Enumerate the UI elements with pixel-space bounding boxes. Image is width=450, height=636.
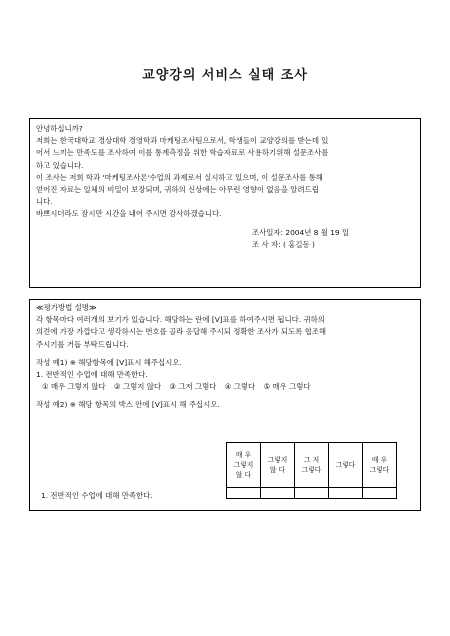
intro-line: 어서 느끼는 만족도를 조사하여 이를 통계측정을 위한 학습자료로 사용하기위해 설문조사를: [36, 148, 329, 158]
surveyor: 조 사 자: ( 홍길동 ): [252, 239, 315, 249]
rating-header-5: 매 우 그렇다: [363, 443, 397, 488]
option-5[interactable]: ⑤ 매우 그렇다: [263, 382, 311, 392]
survey-date: 조사일자: 2004년 8 월 19 일: [252, 227, 350, 237]
example1-title: 작성 예1) ※ 해당항목에 [V]표시 해주십시오.: [36, 357, 182, 367]
option-2[interactable]: ② 그렇지 않다: [114, 382, 162, 392]
rating-checkbox-2[interactable]: [261, 488, 295, 499]
rating-header-2: 그렇지 않 다: [261, 443, 295, 488]
rating-checkbox-5[interactable]: [363, 488, 397, 499]
example2-question: 1. 전반적인 수업에 대해 만족한다.: [41, 491, 153, 500]
example1-options: [36, 381, 414, 393]
option-3[interactable]: ③ 그저 그렇다: [169, 382, 217, 392]
intro-thanks: 바쁘시더라도 잠시만 시간을 내어 주시면 감사하겠습니다.: [36, 209, 222, 219]
rating-header-4: 그렇다: [329, 443, 363, 488]
intro-line: 니다.: [36, 197, 53, 207]
example2-title: 작성 예2) ※ 해당 항목의 박스 안에 [V]표시 해 주십시오.: [36, 400, 220, 410]
rating-checkbox-3[interactable]: [295, 488, 329, 499]
method-desc-line: 의견에 가장 가깝다고 생각하시는 번호를 골라 응답해 주시되 정확한 조사가 되도록 협조해: [36, 327, 327, 337]
intro-line: 하고 있습니다.: [36, 160, 84, 170]
intro-line: 이 조사는 저희 학과 '마케팅조사론'수업의 과제로서 실시하고 있으며, 이 설문조사를 통해: [36, 172, 323, 182]
rating-header-3: 그 저 그렇다: [295, 443, 329, 488]
method-desc-line: 각 항목마다 여러개의 보기가 있습니다. 해당하는 란에 [V]표를 하여주시면 됩니다. 귀하의: [36, 315, 325, 325]
rating-checkbox-1[interactable]: [227, 488, 261, 499]
option-1[interactable]: ① 매우 그렇지 않다: [42, 382, 106, 392]
intro-line: 저희는 한국대학교 경상대학 경영학과 마케팅조사팀으로서, 학생들이 교양강의를 받는데 있: [36, 136, 329, 146]
example1-question: 1. 전반적인 수업에 대해 만족한다.: [36, 370, 148, 380]
rating-checkbox-4[interactable]: [329, 488, 363, 499]
method-heading: ≪평가방법 설명≫: [36, 303, 97, 312]
survey-title: 교양강의 서비스 실태 조사: [142, 68, 308, 83]
rating-table: [226, 442, 397, 499]
method-desc-line: 주시기를 거듭 부탁드립니다.: [36, 339, 129, 349]
rating-header-1: 매 우 그렇지 않 다: [227, 443, 261, 488]
option-4[interactable]: ④ 그렇다: [224, 382, 256, 392]
intro-box: [29, 118, 421, 288]
greeting: 안녕하십니까?: [36, 124, 83, 133]
intro-line: 얻어진 자료는 일체의 비밀이 보장되며, 귀하의 신상에는 아무런 영향이 없음을 알려드립: [36, 185, 319, 195]
